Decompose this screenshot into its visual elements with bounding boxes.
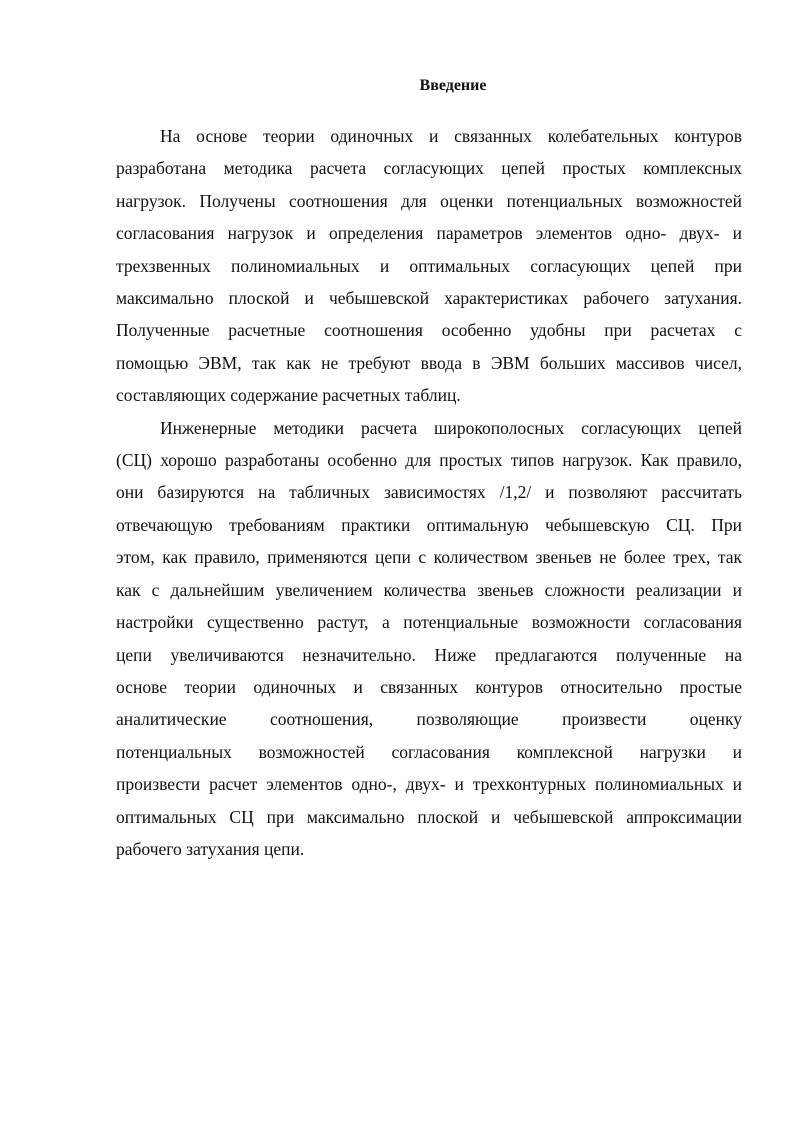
text-line: помощью ЭВМ, так как не требуют ввода в ЭВМ больших массивов чисел, — [116, 352, 742, 373]
text-line: Инженерные методики расчета широкополосных согласующих цепей — [160, 417, 742, 438]
text-line: (СЦ) хорошо разработаны особенно для простых типов нагрузок. Как правило, — [116, 450, 742, 471]
text-line: согласования нагрузок и определения параметров элементов одно- двух- и — [116, 223, 742, 244]
text-line: как с дальнейшим увеличением количества звеньев сложности реализации и — [116, 579, 742, 600]
text-line: максимально плоской и чебышевской характеристиках рабочего затухания. — [116, 288, 742, 309]
text-line: аналитические соотношения, позволяющие произвести оценку — [116, 709, 742, 730]
text-line: отвечающую требованиям практики оптимальную чебышевскую СЦ. При — [116, 514, 742, 535]
text-line: они базируются на табличных зависимостях /1,2/ и позволяют рассчитать — [116, 482, 742, 503]
text-line: Полученные расчетные соотношения особенно удобны при расчетах с — [116, 320, 742, 341]
text-line: нагрузок. Получены соотношения для оценки потенциальных возможностей — [116, 190, 742, 211]
text-line: разработана методика расчета согласующих цепей простых комплексных — [116, 158, 742, 179]
text-line: настройки существенно растут, а потенциальные возможности согласования — [116, 612, 742, 633]
text-line: цепи увеличиваются незначительно. Ниже предлагаются полученные на — [116, 644, 742, 665]
page-title: Введение — [419, 77, 487, 94]
text-line: рабочего затухания цепи. — [116, 838, 305, 859]
text-line: основе теории одиночных и связанных контуров относительно простые — [116, 676, 742, 697]
text-line: потенциальных возможностей согласования комплексной нагрузки и — [116, 741, 742, 762]
text-line: оптимальных СЦ при максимально плоской и чебышевской аппроксимации — [116, 806, 742, 827]
text-line: этом, как правило, применяются цепи с количеством звеньев не более трех, так — [116, 547, 742, 568]
text-line: На основе теории одиночных и связанных колебательных контуров — [160, 126, 742, 146]
paragraph-1 — [116, 120, 742, 412]
paragraph-2 — [116, 412, 742, 866]
text-line: трехзвенных полиномиальных и оптимальных согласующих цепей при — [116, 255, 742, 276]
text-line: составляющих содержание расчетных таблиц. — [116, 385, 461, 406]
body-text — [116, 120, 742, 865]
text-line: произвести расчет элементов одно-, двух- и трехконтурных полиномиальных и — [116, 774, 742, 795]
